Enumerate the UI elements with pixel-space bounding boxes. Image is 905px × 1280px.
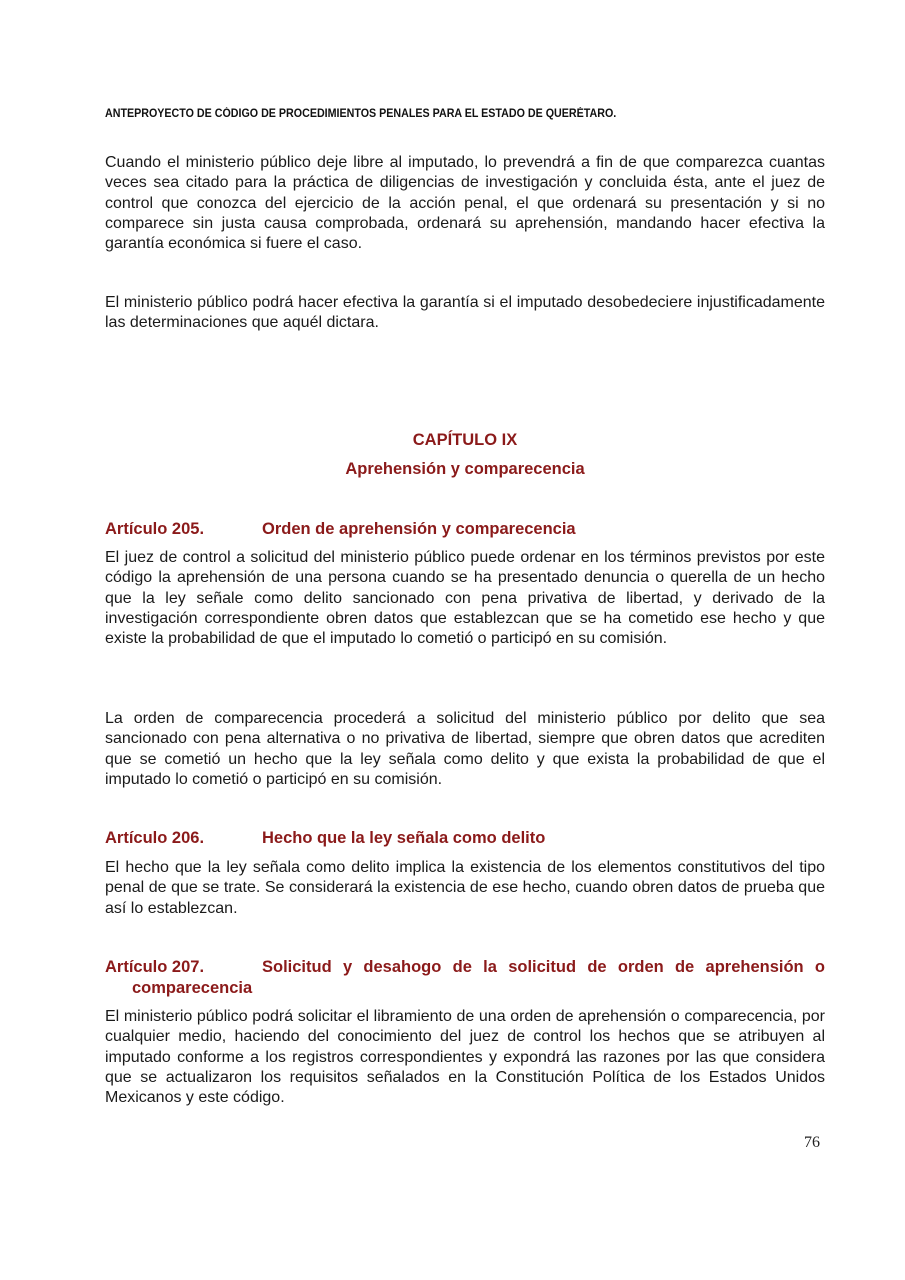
- article-title-continuation: comparecencia: [132, 978, 253, 997]
- paragraph-garantia-1: [105, 153, 825, 254]
- paragraph-garantia-2: [105, 293, 825, 334]
- paragraph-text: Cuando el ministerio público deje libre al imputado, lo prevendrá a fin de que comparezca cuantas veces sea citado para la práctica de diligencias de investigación y concluida ésta, ante el juez de control que conozca del ejercicio de la acción penal, el que ordenará su presentación y si no comparece sin justa causa comprobada, ordenará su aprehensión, mandando hacer efectiva la garantía económica si fuere el caso.: [105, 154, 825, 253]
- article-number: Artículo 206.: [105, 829, 205, 847]
- article-number: Artículo 205.: [105, 520, 205, 538]
- article-title: Hecho que la ley señala como delito: [262, 829, 546, 847]
- article-206-paragraph-1: [105, 858, 825, 919]
- chapter-number: CAPÍTULO IX: [412, 431, 518, 449]
- article-207-heading: [105, 957, 825, 998]
- paragraph-text: El juez de control a solicitud del ministerio público puede ordenar en los términos previstos por este código la aprehensión de una persona cuando se ha presentado denuncia o querella de un hecho que la ley señale como delito sancionado con pena privativa de libertad, y derivado de la investigación correspondiente obren datos que establezcan que se ha cometido ese hecho y que existe la probabilidad de que el imputado lo cometió o participó en su comisión.: [105, 549, 825, 648]
- paragraph-text: El ministerio público podrá solicitar el libramiento de una orden de aprehensión o comparecencia, por cualquier medio, haciendo del conocimiento del juez de control los hechos que se atribuyen al imputado conforme a los registros correspondientes y expondrá las razones por las que considera que se actualizaron los requisitos señalados en la Constitución Política de los Estados Unidos Mexicanos y este código.: [105, 1008, 825, 1107]
- document-page: [105, 0, 825, 1280]
- article-title: Solicitud y desahogo de la solicitud de orden de aprehensión o: [262, 958, 825, 976]
- paragraph-text: El hecho que la ley señala como delito implica la existencia de los elementos constitutivos del tipo penal de que se trate. Se considerará la existencia de ese hecho, cuando obren datos de prueba que así lo establezcan.: [105, 859, 825, 917]
- article-title: Orden de aprehensión y comparecencia: [262, 520, 576, 538]
- page-number: 76: [804, 1134, 820, 1151]
- article-205-paragraph-1: [105, 548, 825, 649]
- article-207-paragraph-1: [105, 1007, 825, 1108]
- article-205-paragraph-2: [105, 709, 825, 790]
- paragraph-text: La orden de comparecencia procederá a solicitud del ministerio público por delito que sea sancionado con pena alternativa o no privativa de libertad, siempre que obren datos que acrediten que se cometió un hecho que la ley señala como delito y que exista la probabilidad de que el imputado lo cometió o participó en su comisión.: [105, 710, 825, 788]
- article-number: Artículo 207.: [105, 958, 205, 976]
- document-header: ANTEPROYECTO DE CÓDIGO DE PROCEDIMIENTOS PENALES PARA EL ESTADO DE QUERÉTARO.: [105, 108, 617, 120]
- article-205-heading: [105, 519, 825, 540]
- article-206-heading: [105, 828, 825, 849]
- chapter-title: Aprehensión y comparecencia: [345, 460, 585, 478]
- paragraph-text: El ministerio público podrá hacer efectiva la garantía si el imputado desobedeciere injustificadamente las determinaciones que aquél dictara.: [105, 294, 825, 332]
